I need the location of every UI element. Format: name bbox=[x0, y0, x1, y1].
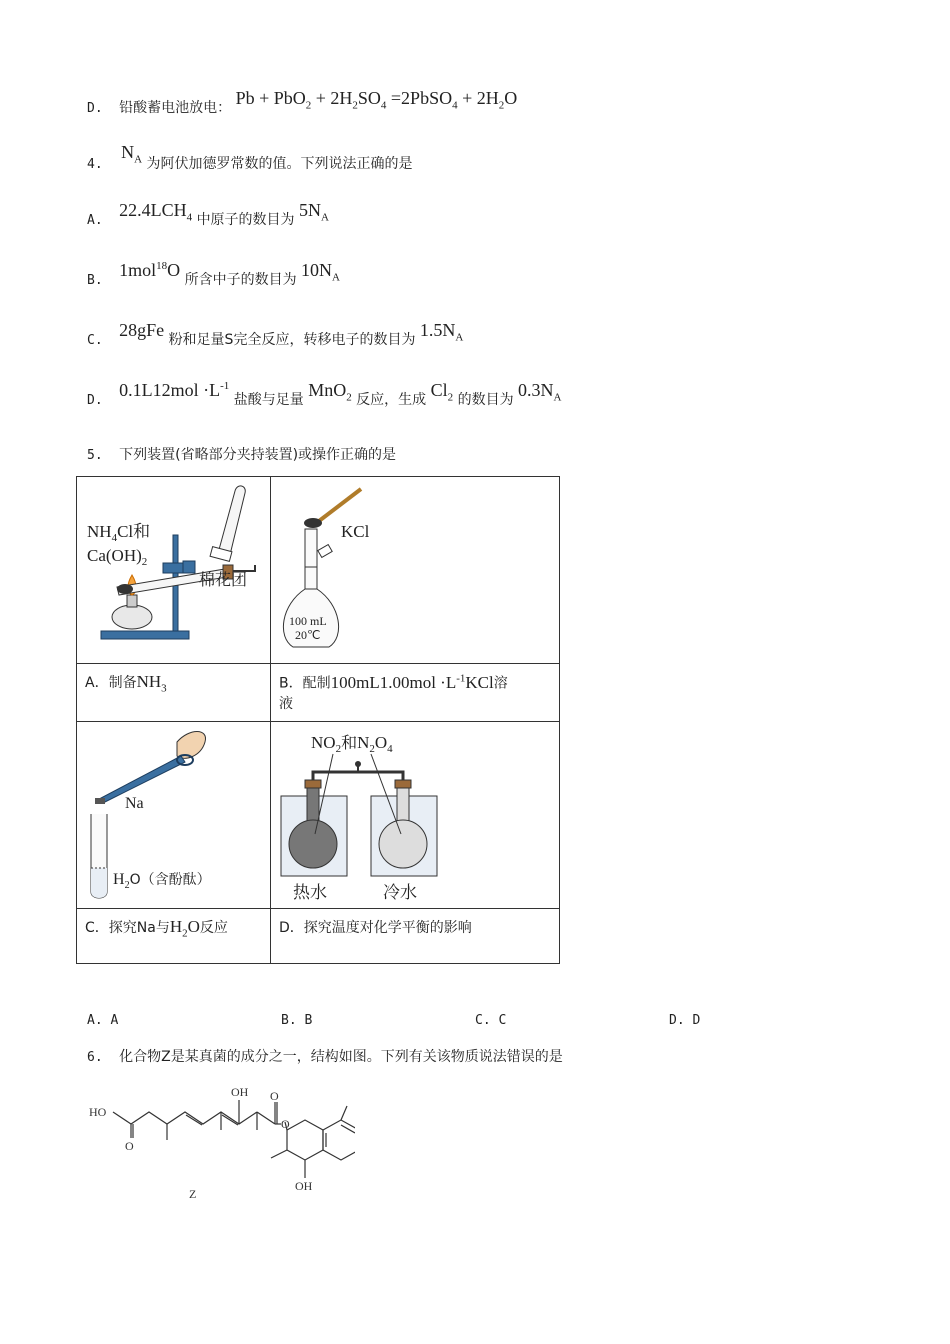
equation-part: + 2H bbox=[311, 88, 353, 108]
question-text: 为阿伏加德罗常数的值。下列说法正确的是 bbox=[146, 156, 413, 172]
equation-subscript: 2 bbox=[305, 99, 312, 112]
equilibrium-diagram bbox=[271, 722, 559, 908]
z-label: Z bbox=[189, 1187, 197, 1201]
equation-part: Pb + PbO bbox=[235, 88, 306, 108]
option-d-figure bbox=[271, 721, 560, 908]
reagent-label-1: $NH_4Cl$和 bbox=[87, 522, 151, 544]
equation-subscript: 4 bbox=[380, 99, 387, 112]
option-label: B. bbox=[87, 273, 103, 288]
question-number: 6. bbox=[87, 1050, 103, 1065]
formula: $Cl_2$ bbox=[430, 380, 454, 404]
option-b-figure bbox=[271, 477, 560, 664]
o-ester-label: O bbox=[281, 1117, 290, 1131]
q3-option-d bbox=[87, 88, 518, 120]
formula: $0.3N_A$ bbox=[518, 380, 562, 404]
option-label: D. bbox=[87, 393, 103, 408]
cotton-label: 棉花团 bbox=[199, 572, 248, 589]
flask-volume-label: 100 mL bbox=[289, 614, 327, 628]
option-d-caption: D．探究温度对化学平衡的影响 bbox=[271, 908, 560, 963]
question-text: 化合物Z是某真菌的成分之一，结构如图。下列有关该物质说法错误的是 bbox=[119, 1049, 563, 1065]
choice-d: D. D bbox=[669, 1013, 701, 1028]
lead-acid-equation bbox=[235, 88, 518, 112]
question-number: 4. bbox=[87, 157, 103, 172]
formula: MnO$_2$ bbox=[308, 380, 352, 404]
gas-label: $NO_2$和$N_2O_4$ bbox=[311, 732, 393, 755]
q6-stem bbox=[87, 1046, 563, 1066]
option-text: 所含中子的数目为 bbox=[184, 272, 297, 288]
equation-subscript: 4 bbox=[452, 99, 458, 112]
formula: $5N_A$ bbox=[299, 200, 329, 224]
q5-options-table bbox=[76, 476, 560, 964]
option-text: 铅酸蓄电池放电： bbox=[119, 100, 232, 116]
oh-top-label: OH bbox=[231, 1085, 249, 1099]
equation-part: SO bbox=[357, 88, 381, 108]
equation-subscript: 2 bbox=[498, 99, 505, 112]
q4-option-b bbox=[87, 260, 340, 292]
q5-stem bbox=[87, 444, 396, 464]
equation-part: =2PbSO bbox=[386, 88, 453, 108]
compound-z-structure bbox=[85, 1078, 355, 1208]
formula: $0.1L12mol \cdot L^{-1}$ bbox=[119, 380, 230, 400]
choice-b: B. B bbox=[281, 1013, 313, 1028]
option-a-caption: A．制备$NH_3$ bbox=[77, 664, 271, 722]
nh3-preparation-diagram bbox=[77, 477, 270, 663]
option-label: A. bbox=[87, 213, 103, 228]
formula: $22.4LCH_4$ bbox=[119, 200, 193, 224]
question-text: 下列装置(省略部分夹持装置)或操作正确的是 bbox=[119, 447, 397, 463]
equation-part: + 2H bbox=[457, 88, 499, 108]
q4-option-a bbox=[87, 200, 329, 232]
option-text: 的数目为 bbox=[457, 392, 514, 408]
cold-water-label: 冷水 bbox=[383, 882, 417, 902]
question-number: 5. bbox=[87, 448, 103, 463]
equation-part: O bbox=[504, 88, 518, 108]
formula: 1mol$^{18}$O bbox=[119, 260, 181, 280]
choice-c: C. C bbox=[475, 1013, 507, 1028]
formula: 28gFe bbox=[119, 320, 165, 340]
volumetric-flask-diagram bbox=[271, 477, 559, 663]
option-text: 盐酸与足量 bbox=[233, 392, 304, 408]
water-label: $H_2O$（含酚酞） bbox=[113, 870, 211, 891]
na-label: Na bbox=[125, 794, 144, 812]
option-c-caption: C．探究Na与$H_2O$反应 bbox=[77, 908, 271, 963]
option-c-figure bbox=[77, 721, 271, 908]
flask-temp-label: 20℃ bbox=[295, 628, 321, 642]
option-text: 粉和足量S完全反应，转移电子的数目为 bbox=[168, 332, 416, 348]
oh-bottom-label: OH bbox=[295, 1179, 313, 1193]
q4-option-d bbox=[87, 380, 562, 412]
kcl-label: KCl bbox=[341, 522, 370, 541]
option-b-caption: B．配制$100mL1.00mol \cdot L^{-1}KCl$溶 液 bbox=[271, 664, 560, 722]
sodium-water-diagram bbox=[77, 722, 270, 908]
reagent-label-2: $Ca(OH)_2$ bbox=[87, 546, 148, 568]
option-label: C. bbox=[87, 333, 103, 348]
option-text: 反应，生成 bbox=[356, 392, 427, 408]
equation-subscript: 2 bbox=[352, 99, 358, 112]
option-text: 中原子的数目为 bbox=[196, 212, 295, 228]
avogadro-symbol: $N_A$ bbox=[121, 142, 143, 166]
q4-stem bbox=[87, 142, 413, 176]
option-label: D. bbox=[87, 101, 103, 116]
q4-option-c bbox=[87, 320, 464, 352]
formula: $10N_A$ bbox=[301, 260, 340, 284]
o-carbonyl-label: O bbox=[270, 1089, 279, 1103]
formula: $1.5N_A$ bbox=[419, 320, 464, 344]
choice-a: A. A bbox=[87, 1013, 119, 1028]
o1-label: O bbox=[125, 1139, 134, 1153]
option-a-figure bbox=[77, 477, 271, 664]
ho-label: HO bbox=[89, 1105, 107, 1119]
hot-water-label: 热水 bbox=[293, 882, 327, 902]
